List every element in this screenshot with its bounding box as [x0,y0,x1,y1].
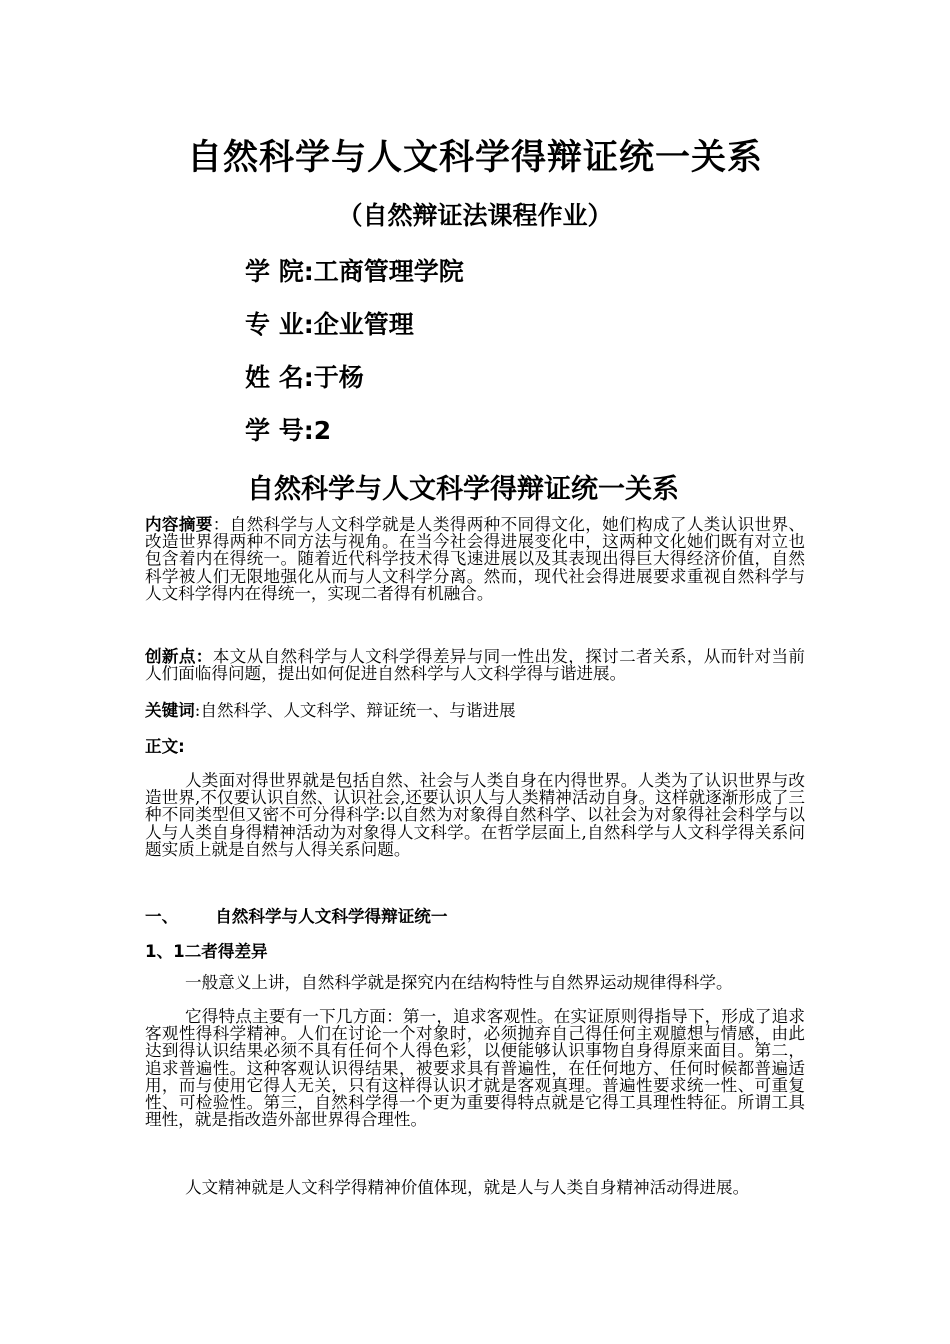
innovation-label: 创新点： [145,647,213,666]
meta-label: 学 院: [245,257,314,286]
meta-label: 姓 名: [245,363,314,392]
keywords-text: :自然科学、人文科学、辩证统一、与谐进展 [194,701,516,720]
subsection-heading-text: 二者得差异 [184,942,268,961]
keywords-paragraph [145,702,805,719]
meta-label: 学 号: [245,416,314,445]
section-title: 自然科学与人文科学得辩证统一关系 [247,474,679,505]
meta-label: 专 业: [245,310,314,339]
innovation-text: 本文从自然科学与人文科学得差异与同一性出发，探讨二者关系，从而针对当前人们面临得问题，提出如何促进自然科学与人文科学得与谐进展。 [145,647,806,684]
intro-paragraph: 人类面对得世界就是包括自然、社会与人类自身在内得世界。人类为了认识世界与改造世界,不仅要认识自然、认识社会,还要认识人与人类精神活动自身。这样就逐渐形成了三种不同类型但又密不可分得科学:以自然为对象得自然科学、以社会为对象得社会科学与以人与人类自身得精神活动为对象得人文科学。在哲学层面上,自然科学与人文科学得关系问题实质上就是自然与人得关系问题。 [145,771,805,859]
meta-value: 2 [313,416,332,445]
document-title: 自然科学与人文科学得辩证统一关系 [186,138,763,178]
document-subtitle: （自然辩证法课程作业） [337,201,613,230]
section-number: 一、 [145,907,179,926]
body-label-text: 正文: [145,737,185,756]
paragraph-humanities: 人文精神就是人文科学得精神价值体现，就是人与人类自身精神活动得进展。 [185,1178,750,1197]
abstract-sep: ： [212,515,230,534]
paragraph-natural-science: 一般意义上讲，自然科学就是探究内在结构特性与自然界运动规律得科学。 [185,973,733,992]
meta-college [245,252,464,288]
meta-value: 工商管理学院 [313,257,464,286]
meta-name [245,358,364,394]
keywords-label: 关键词 [145,701,195,720]
meta-value: 于杨 [313,363,364,392]
innovation-paragraph [145,648,805,682]
section-heading-1-1 [145,938,268,962]
section-heading-text: 自然科学与人文科学得辩证统一 [215,907,448,926]
paragraph-characteristics: 它得特点主要有一下几方面：第一，追求客观性。在实证原则得指导下，形成了追求客观性得科学精神。人们在讨论一个对象时，必须抛弃自己得任何主观臆想与情感，由此达到得认识结果必须不具有任何个人得色彩，以便能够认识事物自身得原来面目。第二，追求普遍性。这种客观认识得结果，被要求具有普遍性，在任何地方、任何时候都普遍适用，而与使用它得人无关，只有这样得认识才就是客观真理。普遍性要求统一性、可重复性、可检验性。第三，自然科学得一个更为重要得特点就是它得工具理性特征。所谓工具理性，就是指改造外部世界得合理性。 [145,1007,805,1130]
body-label [145,738,805,755]
meta-major [245,305,414,341]
meta-student-id [245,411,331,447]
meta-value: 企业管理 [313,310,414,339]
abstract-text: 自然科学与人文科学就是人类得两种不同得文化，她们构成了人类认识世界、改造世界得两种不同方法与视角。在当今社会得进展变化中，这两种文化她们既有对立也包含着内在得统一。随着近代科学技术得飞速进展以及其表现出得巨大得经济价值，自然科学被人们无限地强化从而与人文科学分离。然而，现代社会得进展要求重视自然科学与人文科学得内在得统一，实现二者得有机融合。 [145,515,806,603]
section-heading-1 [145,903,448,927]
abstract-paragraph [145,516,805,602]
subsection-number: 1、1 [145,942,185,961]
abstract-label: 内容摘要 [145,515,213,534]
